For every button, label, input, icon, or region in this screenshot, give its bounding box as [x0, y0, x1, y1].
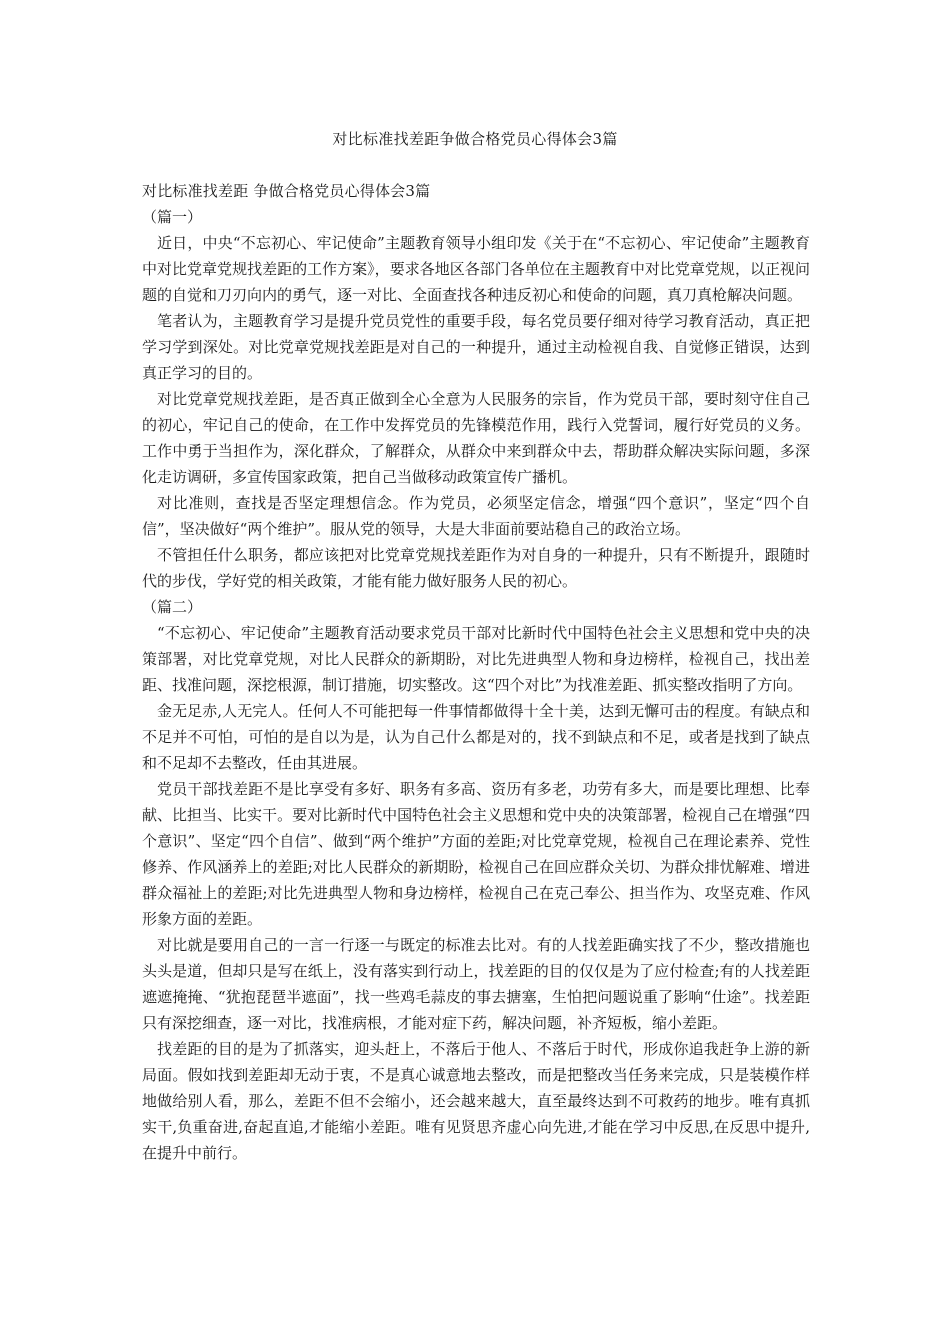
document-title: 对比标准找差距争做合格党员心得体会3篇: [332, 130, 618, 148]
paragraph: 不管担任什么职务，都应该把对比党章党规找差距作为对自身的一种提升，只有不断提升，跟随时代的步伐，学好党的相关政策，才能有能力做好服务人民的初心。: [142, 546, 810, 590]
section-heading: （篇一）: [142, 208, 203, 226]
paragraph: 金无足赤,人无完人。任何人不可能把每一件事情都做得十全十美，达到无懈可击的程度。有缺点和不足并不可怕，可怕的是自以为是，认为自己什么都是对的，找不到缺点和不足，或者是找到了缺点和不足却不去整改，任由其进展。: [142, 702, 810, 772]
paragraph: 近日，中央“不忘初心、牢记使命”主题教育领导小组印发《关于在“不忘初心、牢记使命”主题教育中对比党章党规找差距的工作方案》，要求各地区各部门各单位在主题教育中对比党章党规，以正视问题的自觉和刀刃向内的勇气，逐一对比、全面查找各种违反初心和使命的问题，真刀真枪解决问题。: [142, 234, 810, 304]
paragraph: 笔者认为，主题教育学习是提升党员党性的重要手段，每名党员要仔细对待学习教育活动，真正把学习学到深处。对比党章党规找差距是对自己的一种提升，通过主动检视自我、自觉修正错误，达到真正学习的目的。: [142, 312, 810, 382]
paragraph: 找差距的目的是为了抓落实，迎头赶上，不落后于他人、不落后于时代，形成你追我赶争上游的新局面。假如找到差距却无动于衷，不是真心诚意地去整改，而是把整改当任务来完成，只是装模作样地做给别人看，那么，差距不但不会缩小，还会越来越大，直至最终达到不可救药的地步。唯有真抓实干,负重奋进,奋起直追,才能缩小差距。唯有见贤思齐虚心向先进,才能在学习中反思,在反思中提升,在提升中前行。: [142, 1040, 810, 1162]
document-subtitle: 对比标准找差距 争做合格党员心得体会3篇: [142, 182, 431, 200]
document-body: [142, 178, 810, 1166]
section-heading: （篇二）: [142, 598, 203, 616]
paragraph: 对比准则，查找是否坚定理想信念。作为党员，必须坚定信念，增强“四个意识”，坚定“四个自信”，坚决做好“两个维护”。服从党的领导，大是大非面前要站稳自己的政治立场。: [142, 494, 810, 538]
paragraph: 对比党章党规找差距，是否真正做到全心全意为人民服务的宗旨，作为党员干部，要时刻守住自己的初心，牢记自己的使命，在工作中发挥党员的先锋模范作用，践行入党誓词，履行好党员的义务。工作中勇于当担作为，深化群众，了解群众，从群众中来到群众中去，帮助群众解决实际问题，多深化走访调研，多宣传国家政策，把自己当做移动政策宣传广播机。: [142, 390, 810, 486]
paragraph: 对比就是要用自己的一言一行逐一与既定的标准去比对。有的人找差距确实找了不少，整改措施也头头是道，但却只是写在纸上，没有落实到行动上，找差距的目的仅仅是为了应付检查;有的人找差距遮遮掩掩、“犹抱琵琶半遮面”，找一些鸡毛蒜皮的事去搪塞，生怕把问题说重了影响“仕途”。找差距只有深挖细查，逐一对比，找准病根，才能对症下药，解决问题，补齐短板，缩小差距。: [142, 936, 810, 1032]
paragraph: 党员干部找差距不是比享受有多好、职务有多高、资历有多老，功劳有多大，而是要比理想、比奉献、比担当、比实干。要对比新时代中国特色社会主义思想和党中央的决策部署，检视自己在增强“四个意识”、坚定“四个自信”、做到“两个维护”方面的差距;对比党章党规，检视自己在理论素养、党性修养、作风涵养上的差距;对比人民群众的新期盼，检视自己在回应群众关切、为群众排忧解难、增进群众福祉上的差距;对比先进典型人物和身边榜样，检视自己在克己奉公、担当作为、攻坚克难、作风形象方面的差距。: [142, 780, 810, 928]
paragraph: “不忘初心、牢记使命”主题教育活动要求党员干部对比新时代中国特色社会主义思想和党中央的决策部署，对比党章党规，对比人民群众的新期盼，对比先进典型人物和身边榜样，检视自己，找出差距、找准问题，深挖根源，制订措施，切实整改。这“四个对比”为找准差距、抓实整改指明了方向。: [142, 624, 810, 694]
